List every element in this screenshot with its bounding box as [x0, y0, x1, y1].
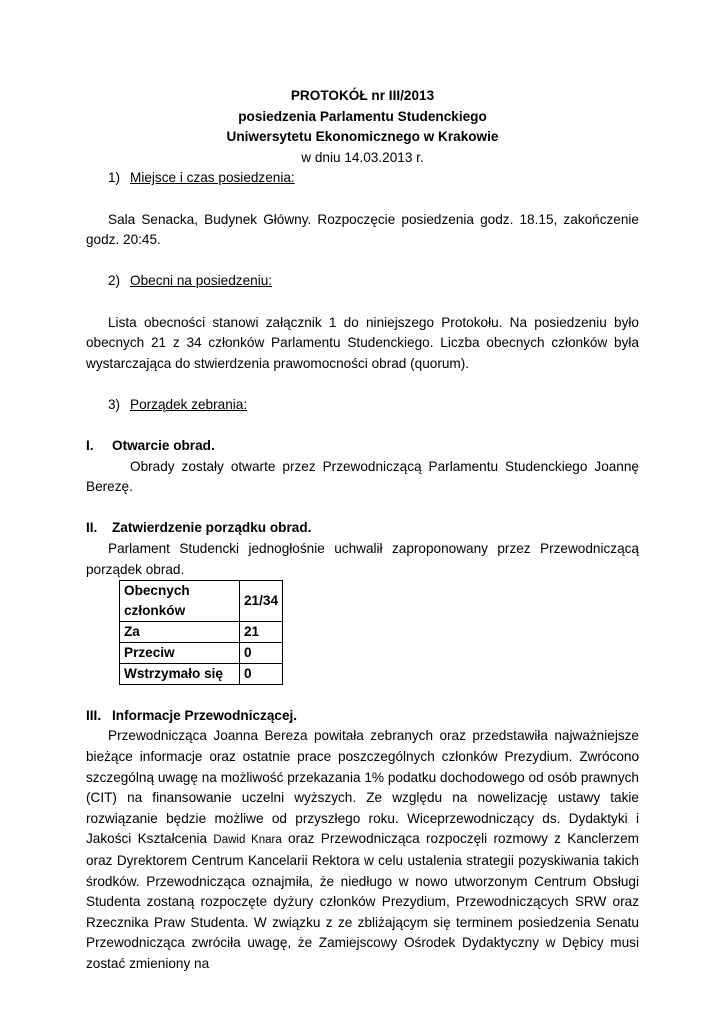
item-number: 2)	[108, 273, 121, 289]
vote-value: 0	[240, 664, 283, 685]
document-header	[86, 86, 639, 168]
item-2-heading	[108, 271, 639, 292]
item-title: Miejsce i czas posiedzenia:	[130, 170, 295, 186]
section-title: Informacje Przewodniczącej.	[112, 707, 298, 723]
item-number: 3)	[108, 396, 121, 412]
university-name: Uniwersytetu Ekonomicznego w Krakowie	[226, 129, 499, 145]
meeting-date: w dniu 14.03.2013 r.	[301, 149, 424, 165]
spacer	[86, 498, 639, 519]
section-number: I.	[86, 438, 94, 454]
protocol-title: PROTOKÓŁ nr III/2013	[290, 88, 435, 103]
section-number: III.	[86, 707, 102, 723]
item-title: Obecni na posiedzeniu:	[130, 273, 273, 289]
vote-label: Przeciw	[120, 643, 240, 664]
section-2-heading	[86, 518, 639, 539]
spacer	[86, 416, 639, 437]
spacer	[86, 189, 639, 210]
item-3-heading	[108, 395, 639, 416]
table-row	[120, 664, 283, 685]
section-1-paragraph: Obrady zostały otwarte przez Przewodniczącą Parlamentu Studenckiego Joannę Berezę.	[86, 458, 639, 495]
item-1-heading	[108, 168, 639, 189]
item-title: Porządek zebrania:	[130, 396, 248, 412]
spacer	[86, 374, 639, 395]
person-name: Dawid Knara	[213, 834, 282, 847]
vote-label: Wstrzymało się	[120, 664, 240, 685]
paragraph-text: Przewodnicząca Joanna Bereza powitała zebranych oraz przedstawiła najważniejsze bieżące informacje oraz ostatnie prace poszczególnych członków Prezydium. Zwrócono szczególną uwagę na możliwość przekazania 1% podatku dochodowego od osób prawnych (CIT) na finansowanie uczelni wyższych. Ze względu na nowelizację ustawy takie rozwiązanie będzie możliwe od przyszłego roku. Wiceprzewodniczący ds. Dydaktyki i Jakości Kształcenia	[86, 728, 639, 847]
section-1-heading	[86, 436, 639, 457]
document-body	[86, 86, 639, 975]
vote-label: Obecnych członków	[120, 581, 240, 622]
table-row	[120, 643, 283, 664]
table-row	[120, 581, 283, 622]
protocol-subtitle: posiedzenia Parlamentu Studenckiego	[238, 108, 487, 124]
vote-value: 0	[240, 643, 283, 664]
section-number: II.	[86, 520, 98, 536]
spacer	[86, 685, 639, 706]
section-title: Zatwierdzenie porządku obrad.	[112, 520, 312, 536]
vote-table	[119, 580, 283, 685]
section-2-paragraph: Parlament Studencki jednogłośnie uchwalił zaproponowany przez Przewodniczącą porządek obrad.	[86, 541, 639, 577]
item-number: 1)	[108, 170, 121, 186]
section-3-heading	[86, 706, 639, 727]
place-paragraph: Sala Senacka, Budynek Główny. Rozpoczęcie posiedzenia godz. 18.15, zakończenie godz. 20:45.	[86, 211, 639, 248]
section-title: Otwarcie obrad.	[112, 438, 215, 454]
section-3-paragraph	[86, 726, 639, 974]
vote-label: Za	[120, 622, 240, 643]
spacer	[86, 251, 639, 272]
table-row	[120, 622, 283, 643]
paragraph-text: oraz Przewodnicząca rozpoczęli rozmowy z Kanclerzem oraz Dyrektorem Centrum Kancelarii Rektora w celu ustalenia strategii pozyskiwania takich środków. Przewodnicząca oznajmiła, że niedługo w nowo utworzonym Centrum Obsługi Studenta zostaną rozpoczęte dyżury członków Prezydium, Przewodniczących SRW oraz Rzecznika Praw Studenta. W związku z ze zbliżającym się terminem posiedzenia Senatu Przewodnicząca zwróciła uwagę, że Zamiejscowy Ośrodek Dydaktyczny w Dębicy musi zostać zmieniony na	[86, 831, 639, 971]
vote-value: 21/34	[240, 581, 283, 622]
vote-value: 21	[240, 622, 283, 643]
spacer	[86, 292, 639, 313]
attendance-paragraph: Lista obecności stanowi załącznik 1 do niniejszego Protokołu. Na posiedzeniu było obecnych 21 z 34 członków Parlamentu Studenckiego. Liczba obecnych członków była wystarczająca do stwierdzenia prawomocności obrad (quorum).	[86, 314, 639, 371]
